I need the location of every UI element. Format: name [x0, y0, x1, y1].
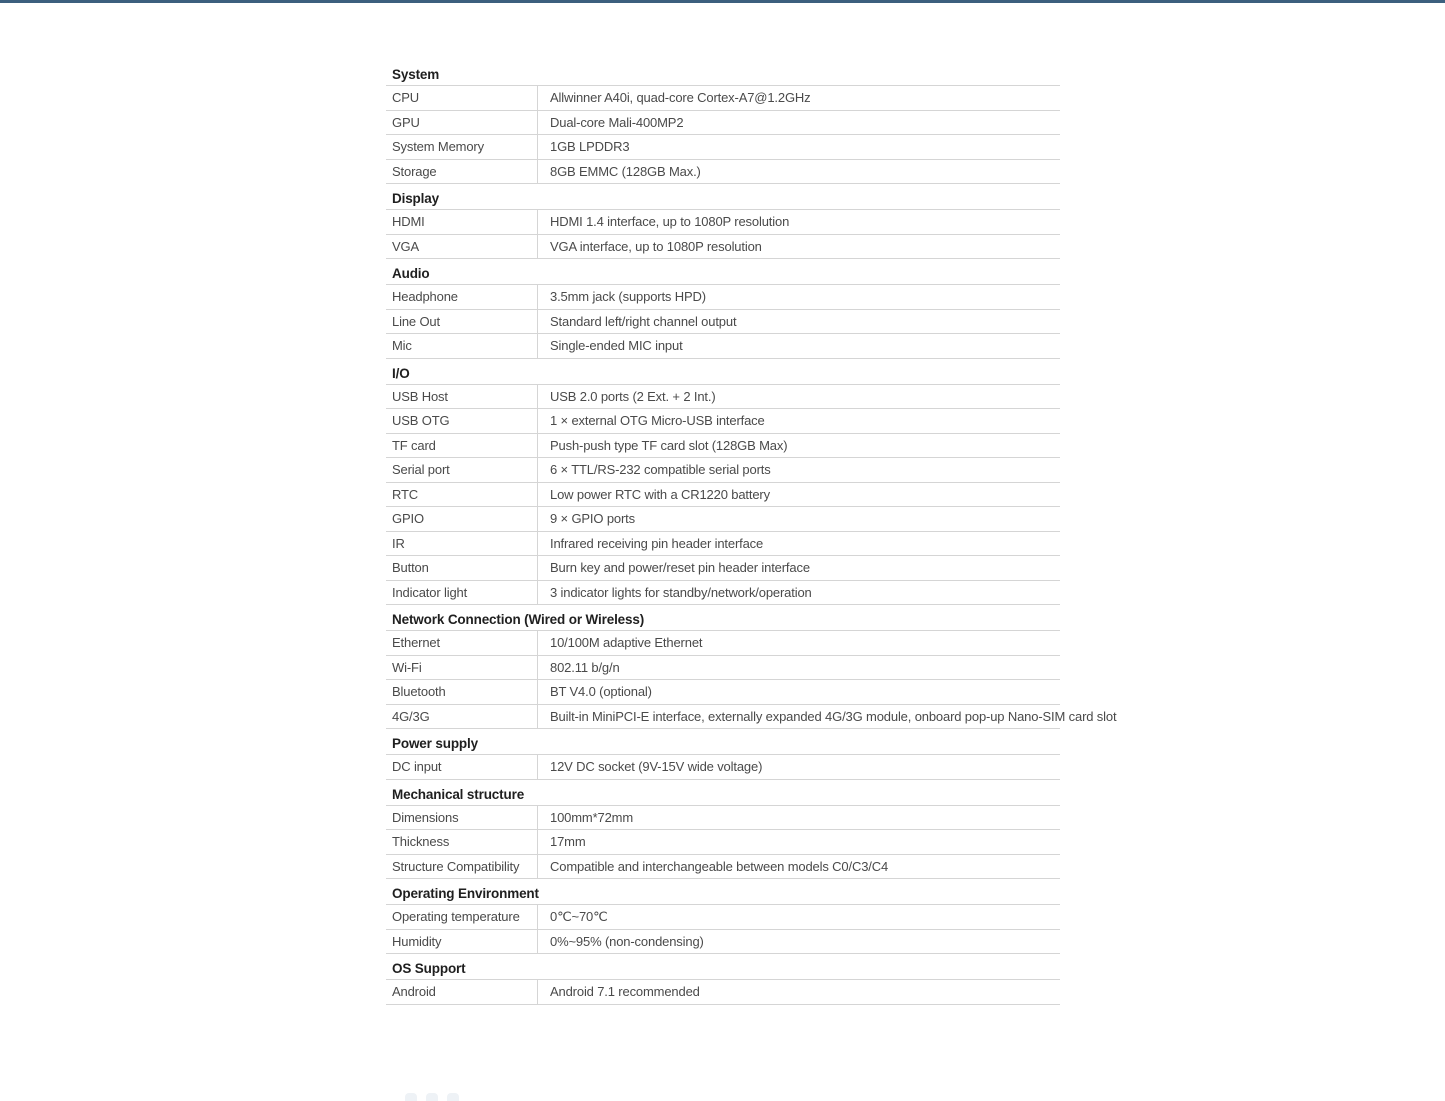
spec-label: USB OTG — [386, 409, 538, 433]
spec-row-serial-port — [386, 458, 1060, 483]
spec-value: 9 × GPIO ports — [550, 511, 635, 527]
spec-label: Serial port — [386, 458, 538, 482]
spec-label: Operating temperature — [386, 905, 538, 929]
section-title-display: Display — [386, 184, 1060, 210]
spec-value: 0%~95% (non-condensing) — [550, 933, 704, 949]
cutoff-content-artifact — [405, 1093, 459, 1101]
spec-row-gpio — [386, 507, 1060, 532]
section-title-operating-environment: Operating Environment — [386, 879, 1060, 905]
spec-value: Allwinner A40i, quad-core Cortex-A7@1.2GHz — [550, 90, 811, 106]
spec-label: Bluetooth — [386, 680, 538, 704]
spec-value: Burn key and power/reset pin header interface — [550, 560, 810, 576]
spec-row-android — [386, 980, 1060, 1005]
spec-value: Android 7.1 recommended — [550, 984, 700, 1000]
spec-row-wi-fi — [386, 656, 1060, 681]
spec-row-4g-3g — [386, 705, 1117, 730]
spec-row-storage — [386, 160, 1060, 185]
spec-label: HDMI — [386, 210, 538, 234]
spec-label: TF card — [386, 434, 538, 458]
cutoff-shape — [405, 1093, 417, 1101]
spec-row-vga — [386, 235, 1060, 260]
spec-row-usb-host — [386, 385, 1060, 410]
spec-row-system-memory — [386, 135, 1060, 160]
spec-value: 12V DC socket (9V-15V wide voltage) — [550, 759, 763, 775]
spec-label: 4G/3G — [386, 705, 538, 729]
spec-row-headphone — [386, 285, 1060, 310]
section-title-mechanical-structure: Mechanical structure — [386, 780, 1060, 806]
spec-row-cpu — [386, 86, 1060, 111]
spec-value: USB 2.0 ports (2 Ext. + 2 Int.) — [550, 388, 716, 404]
spec-row-indicator-light — [386, 581, 1060, 606]
spec-row-tf-card — [386, 434, 1060, 459]
spec-label: Mic — [386, 334, 538, 358]
spec-label: Wi-Fi — [386, 656, 538, 680]
spec-row-operating-temperature — [386, 905, 1060, 930]
spec-value: Compatible and interchangeable between models C0/C3/C4 — [550, 858, 889, 874]
section-title-network-connection-wired-or-wireless: Network Connection (Wired or Wireless) — [386, 605, 1060, 631]
spec-value: 17mm — [550, 834, 586, 850]
spec-value: BT V4.0 (optional) — [550, 684, 652, 700]
spec-value: Single-ended MIC input — [550, 338, 683, 354]
spec-row-bluetooth — [386, 680, 1060, 705]
section-title-os-support: OS Support — [386, 954, 1060, 980]
spec-label: Headphone — [386, 285, 538, 309]
spec-label: GPU — [386, 111, 538, 135]
spec-row-hdmi — [386, 210, 1060, 235]
spec-label: Indicator light — [386, 581, 538, 605]
spec-value: 3.5mm jack (supports HPD) — [550, 289, 706, 305]
spec-label: DC input — [386, 755, 538, 779]
spec-value: 100mm*72mm — [550, 809, 634, 825]
spec-label: Storage — [386, 160, 538, 184]
spec-value: 0℃~70℃ — [550, 908, 608, 924]
spec-row-ir — [386, 532, 1060, 557]
spec-table — [386, 60, 1117, 1005]
spec-value: Low power RTC with a CR1220 battery — [550, 486, 770, 502]
spec-label: USB Host — [386, 385, 538, 409]
spec-label: Humidity — [386, 930, 538, 954]
spec-label: Dimensions — [386, 806, 538, 830]
spec-row-gpu — [386, 111, 1060, 136]
spec-row-thickness — [386, 830, 1060, 855]
section-title-power-supply: Power supply — [386, 729, 1060, 755]
spec-value: HDMI 1.4 interface, up to 1080P resolution — [550, 214, 790, 230]
spec-row-rtc — [386, 483, 1060, 508]
spec-value: 1 × external OTG Micro-USB interface — [550, 413, 765, 429]
spec-label: Android — [386, 980, 538, 1004]
cutoff-shape — [426, 1093, 438, 1101]
spec-row-ethernet — [386, 631, 1060, 656]
spec-label: Structure Compatibility — [386, 855, 538, 879]
spec-value: Dual-core Mali-400MP2 — [550, 114, 684, 130]
spec-row-dimensions — [386, 806, 1060, 831]
spec-value: 6 × TTL/RS-232 compatible serial ports — [550, 462, 771, 478]
spec-label: RTC — [386, 483, 538, 507]
spec-row-mic — [386, 334, 1060, 359]
spec-value: Push-push type TF card slot (128GB Max) — [550, 437, 788, 453]
spec-row-usb-otg — [386, 409, 1060, 434]
spec-label: Button — [386, 556, 538, 580]
spec-label: Line Out — [386, 310, 538, 334]
spec-label: VGA — [386, 235, 538, 259]
spec-row-dc-input — [386, 755, 1060, 780]
spec-row-line-out — [386, 310, 1060, 335]
section-title-i-o: I/O — [386, 359, 1060, 385]
spec-value: 3 indicator lights for standby/network/operation — [550, 584, 812, 600]
section-title-audio: Audio — [386, 259, 1060, 285]
spec-label: System Memory — [386, 135, 538, 159]
spec-value: Infrared receiving pin header interface — [550, 535, 764, 551]
spec-label: CPU — [386, 86, 538, 110]
spec-row-humidity — [386, 930, 1060, 955]
spec-row-button — [386, 556, 1060, 581]
spec-value: 10/100M adaptive Ethernet — [550, 635, 703, 651]
cutoff-shape — [447, 1093, 459, 1101]
spec-value: Built-in MiniPCI-E interface, externally expanded 4G/3G module, onboard pop-up Nano-SIM card slot — [550, 708, 1117, 724]
spec-label: Ethernet — [386, 631, 538, 655]
spec-label: IR — [386, 532, 538, 556]
spec-value: 8GB EMMC (128GB Max.) — [550, 163, 701, 179]
spec-value: 802.11 b/g/n — [550, 659, 620, 675]
spec-label: Thickness — [386, 830, 538, 854]
spec-value: VGA interface, up to 1080P resolution — [550, 238, 762, 254]
spec-label: GPIO — [386, 507, 538, 531]
spec-value: 1GB LPDDR3 — [550, 139, 630, 155]
section-title-system: System — [386, 60, 1060, 86]
spec-row-structure-compatibility — [386, 855, 1060, 880]
spec-value: Standard left/right channel output — [550, 313, 737, 329]
page-top-accent-bar — [0, 0, 1445, 3]
